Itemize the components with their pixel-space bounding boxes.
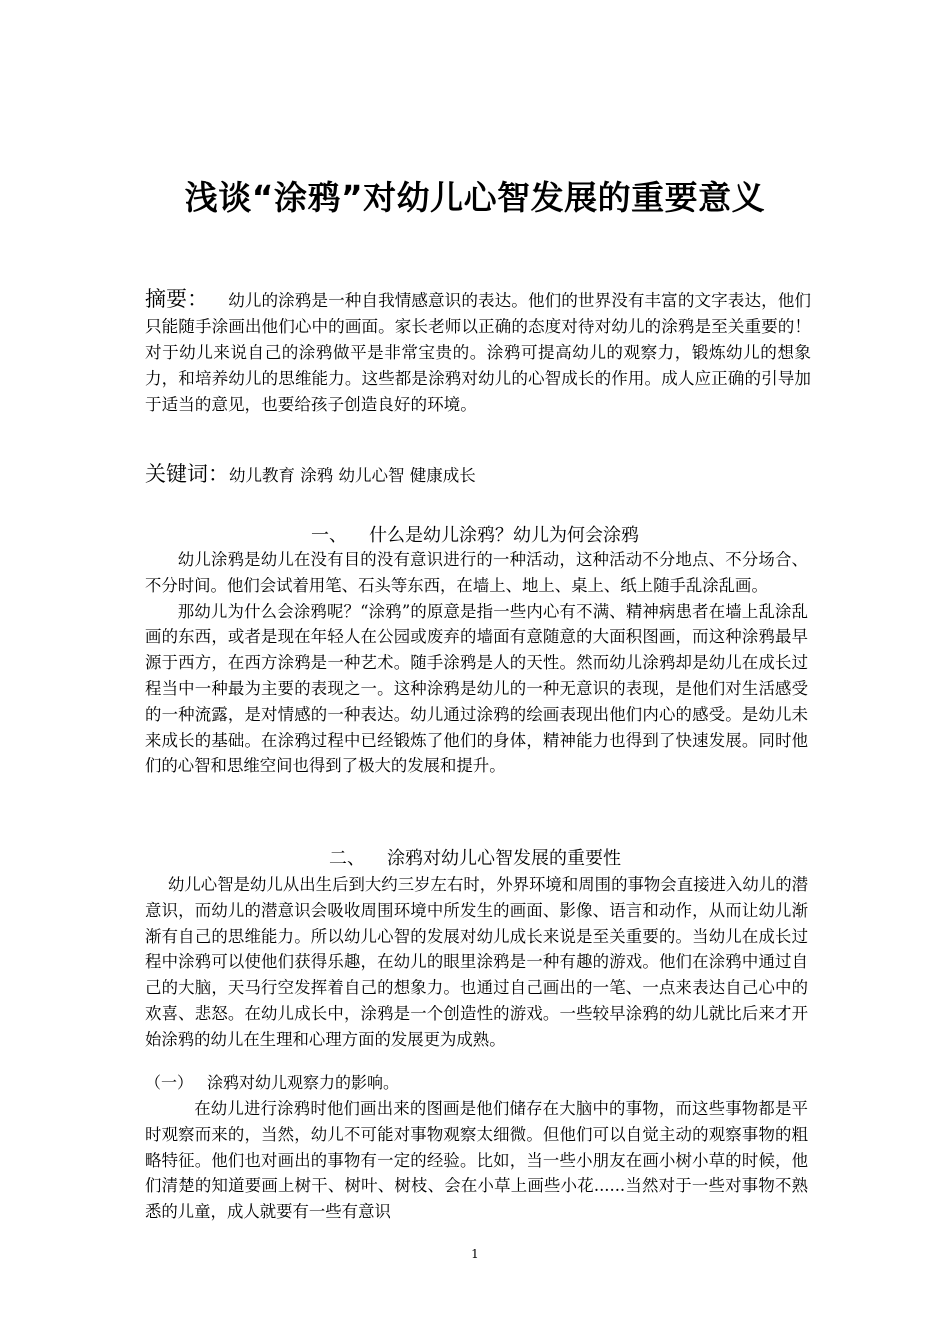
abstract-label: 摘要： [145,287,209,311]
abstract [145,286,811,418]
page-title: 浅谈“涂鸦”对幼儿心智发展的重要意义 [184,178,766,217]
subsection-1-number: （一） [145,1073,194,1092]
section-2-body [145,872,808,1053]
section-1-paragraph: 那幼儿为什么会涂鸦呢？“涂鸦”的原意是指一些内心有不满、精神病患者在墙上乱涂乱画的东西，或者是现在年轻人在公园或废弃的墙面有意随意的大面积图画，而这种涂鸦最早源于西方，在西方涂鸦是一种艺术。随手涂鸦是人的天性。然而幼儿涂鸦却是幼儿在成长过程当中一种最为主要的表现之一。这种涂鸦是幼儿的一种无意识的表现，是他们对生活感受的一种流露，是对情感的一种表达。幼儿通过涂鸦的绘画表现出他们内心的感受。是幼儿未来成长的基础。在涂鸦过程中已经锻炼了他们的身体，精神能力也得到了快速发展。同时他们的心智和思维空间也得到了极大的发展和提升。 [145,601,808,776]
section-2-heading [0,845,950,873]
section-1-title: 什么是幼儿涂鸦？幼儿为何会涂鸦 [369,525,639,546]
subsection-1-title: 涂鸦对幼儿观察力的影响。 [207,1073,400,1092]
page-number: 1 [471,1247,479,1261]
subsection-1-heading [145,1071,808,1095]
section-1-body [145,547,808,779]
section-2-paragraph: 幼儿心智是幼儿从出生后到大约三岁左右时，外界环境和周围的事物会直接进入幼儿的潜意识，而幼儿的潜意识会吸收周围环境中所发生的画面、影像、语言和动作，从而让幼儿渐渐有自己的思维能力。所以幼儿心智的发展对幼儿成长来说是至关重要的。当幼儿在成长过程中涂鸦可以使他们获得乐趣，在幼儿的眼里涂鸦是一种有趣的游戏。他们在涂鸦中通过自己的大脑，天马行空发挥着自己的想象力。也通过自己画出的一笔、一点来表达自己心中的欢喜、悲怒。在幼儿成长中，涂鸦是一个创造性的游戏。一些较早涂鸦的幼儿就比后来才开始涂鸦的幼儿在生理和心理方面的发展更为成熟。 [145,875,808,1049]
section-2-title: 涂鸦对幼儿心智发展的重要性 [387,848,621,869]
keywords-label: 关键词： [145,462,229,486]
abstract-text: 幼儿的涂鸦是一种自我情感意识的表达。他们的世界没有丰富的文字表达，他们只能随手涂画出他们心中的画面。家长老师以正确的态度对待对幼儿的涂鸦是至关重要的！对于幼儿来说自己的涂鸦做平是非常宝贵的。涂鸦可提高幼儿的观察力，锻炼幼儿的想象力，和培养幼儿的思维能力。这些都是涂鸦对幼儿的心智成长的作用。成人应正确的引导加于适当的意见，也要给孩子创造良好的环境。 [145,291,812,414]
section-1-heading [0,522,950,550]
subsection-1-paragraph: 在幼儿进行涂鸦时他们画出来的图画是他们储存在大脑中的事物，而这些事物都是平时观察而来的，当然，幼儿不可能对事物观察太细微。但他们可以自觉主动的观察事物的粗略特征。他们也对画出的事物有一定的经验。比如，当一些小朋友在画小树小草的时候，他们清楚的知道要画上树干、树叶、树枝、会在小草上画些小花......当然对于一些对事物不熟悉的儿童，成人就要有一些有意识 [145,1099,808,1222]
section-1-number: 一、 [311,525,347,546]
section-2-number: 二、 [329,848,365,869]
section-1-paragraph: 幼儿涂鸦是幼儿在没有目的没有意识进行的一种活动，这种活动不分地点、不分场合、不分时间。他们会试着用笔、石头等东西，在墙上、地上、桌上、纸上随手乱涂乱画。 [145,550,808,595]
subsection-1-body [145,1096,808,1225]
keywords [145,459,811,491]
keywords-text: 幼儿教育 涂鸦 幼儿心智 健康成长 [229,466,476,485]
